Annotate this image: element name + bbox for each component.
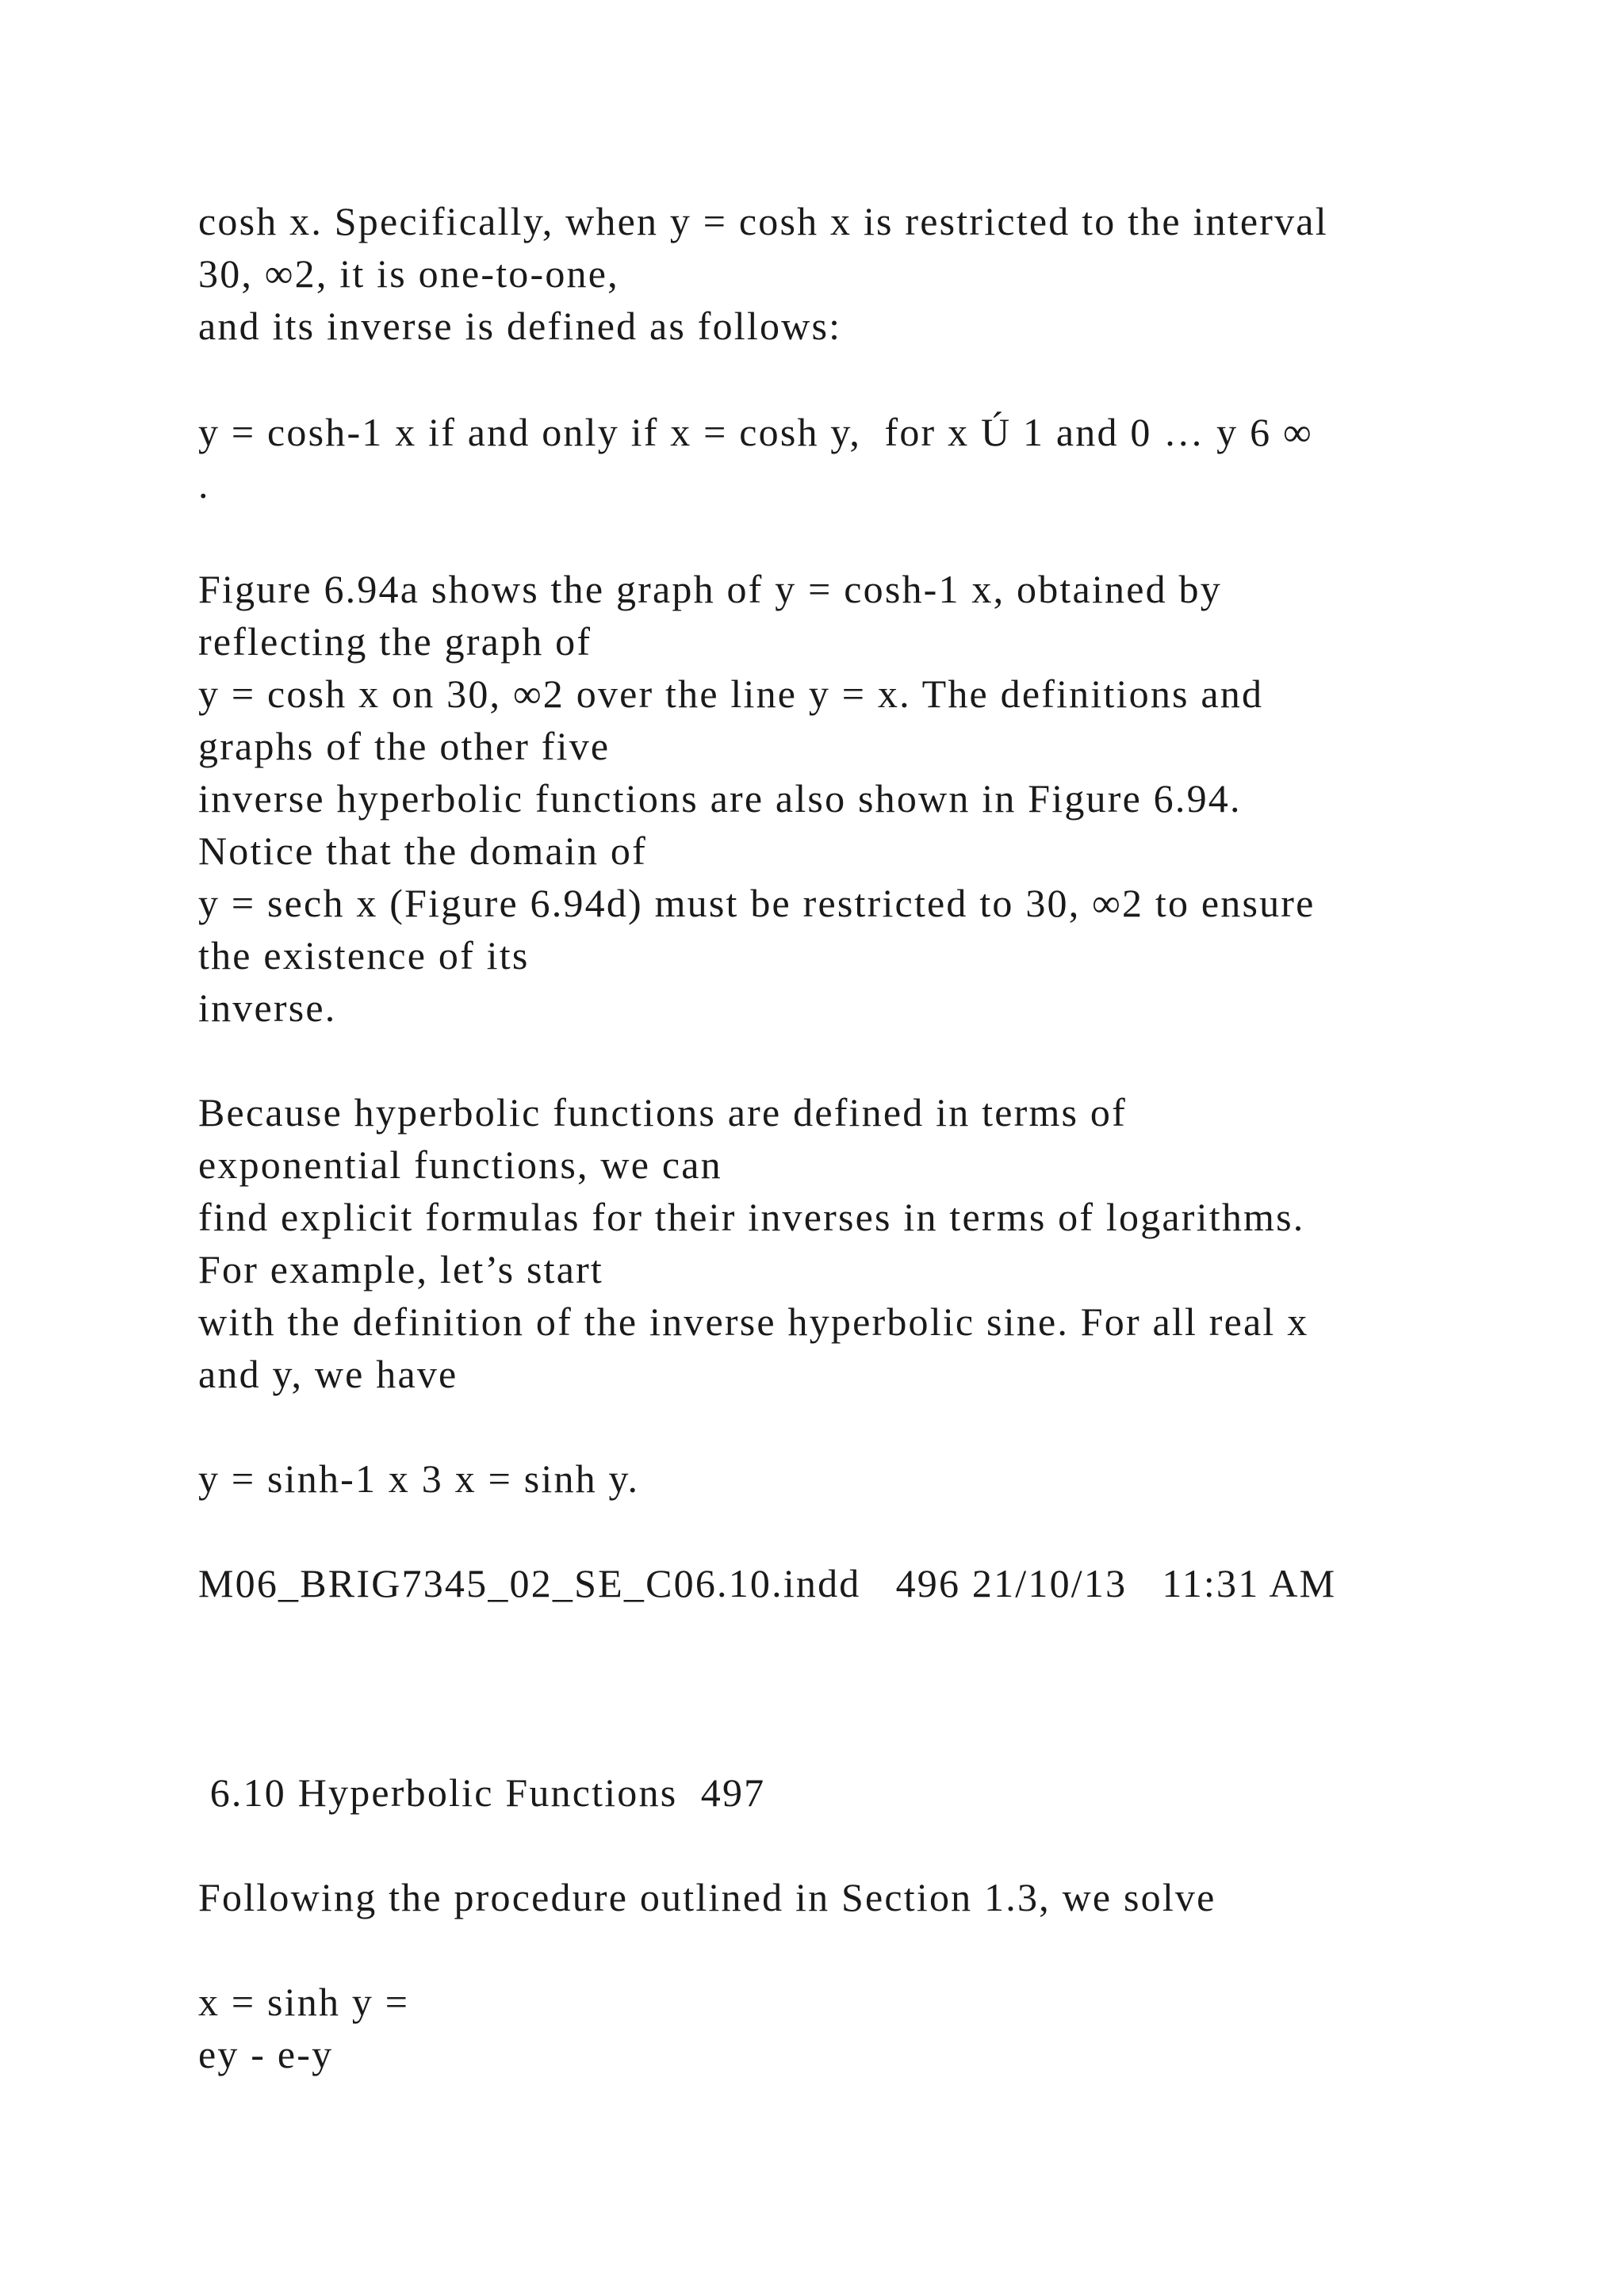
equation-line: x = sinh y = [198,1980,410,2024]
text-line: Because hyperbolic functions are defined in terms of [198,1090,1127,1135]
text-line: graphs of the other five [198,724,611,768]
text-line: exponential functions, we can [198,1142,722,1187]
text-line: find explicit formulas for their inverses in terms of logarithms. [198,1195,1305,1239]
equation-line: y = sinh-1 x 3 x = sinh y. [198,1456,640,1501]
text-line: Figure 6.94a shows the graph of y = cosh-1 x, obtained by [198,567,1222,611]
text-line: Notice that the domain of [198,828,647,873]
running-header: 6.10 Hyperbolic Functions 497 [198,1770,766,1815]
text-line: inverse hyperbolic functions are also shown in Figure 6.94. [198,776,1242,821]
text-line: inverse. [198,985,337,1030]
text-line: the existence of its [198,933,530,978]
text-line: Following the procedure outlined in Section 1.3, we solve [198,1875,1216,1919]
text-line: . [198,462,210,507]
text-line: cosh x. Specifically, when y = cosh x is restricted to the interval [198,199,1328,243]
file-info-line: M06_BRIG7345_02_SE_C06.10.indd 496 21/10/13 11:31 AM [198,1561,1337,1605]
text-line: y = cosh-1 x if and only if x = cosh y, for x Ú 1 and 0 … y 6 ∞ [198,410,1313,454]
text-line: y = cosh x on 30, ∞2 over the line y = x. The definitions and [198,672,1264,716]
text-line: and its inverse is defined as follows: [198,304,842,348]
text-line: 30, ∞2, it is one-to-one, [198,251,619,296]
text-line: y = sech x (Figure 6.94d) must be restricted to 30, ∞2 to ensure [198,881,1316,925]
equation-line: ey - e-y [198,2032,334,2076]
text-line: and y, we have [198,1352,458,1396]
text-line: For example, let’s start [198,1247,604,1292]
text-line: with the definition of the inverse hyperbolic sine. For all real x [198,1299,1309,1344]
text-line: reflecting the graph of [198,619,592,664]
